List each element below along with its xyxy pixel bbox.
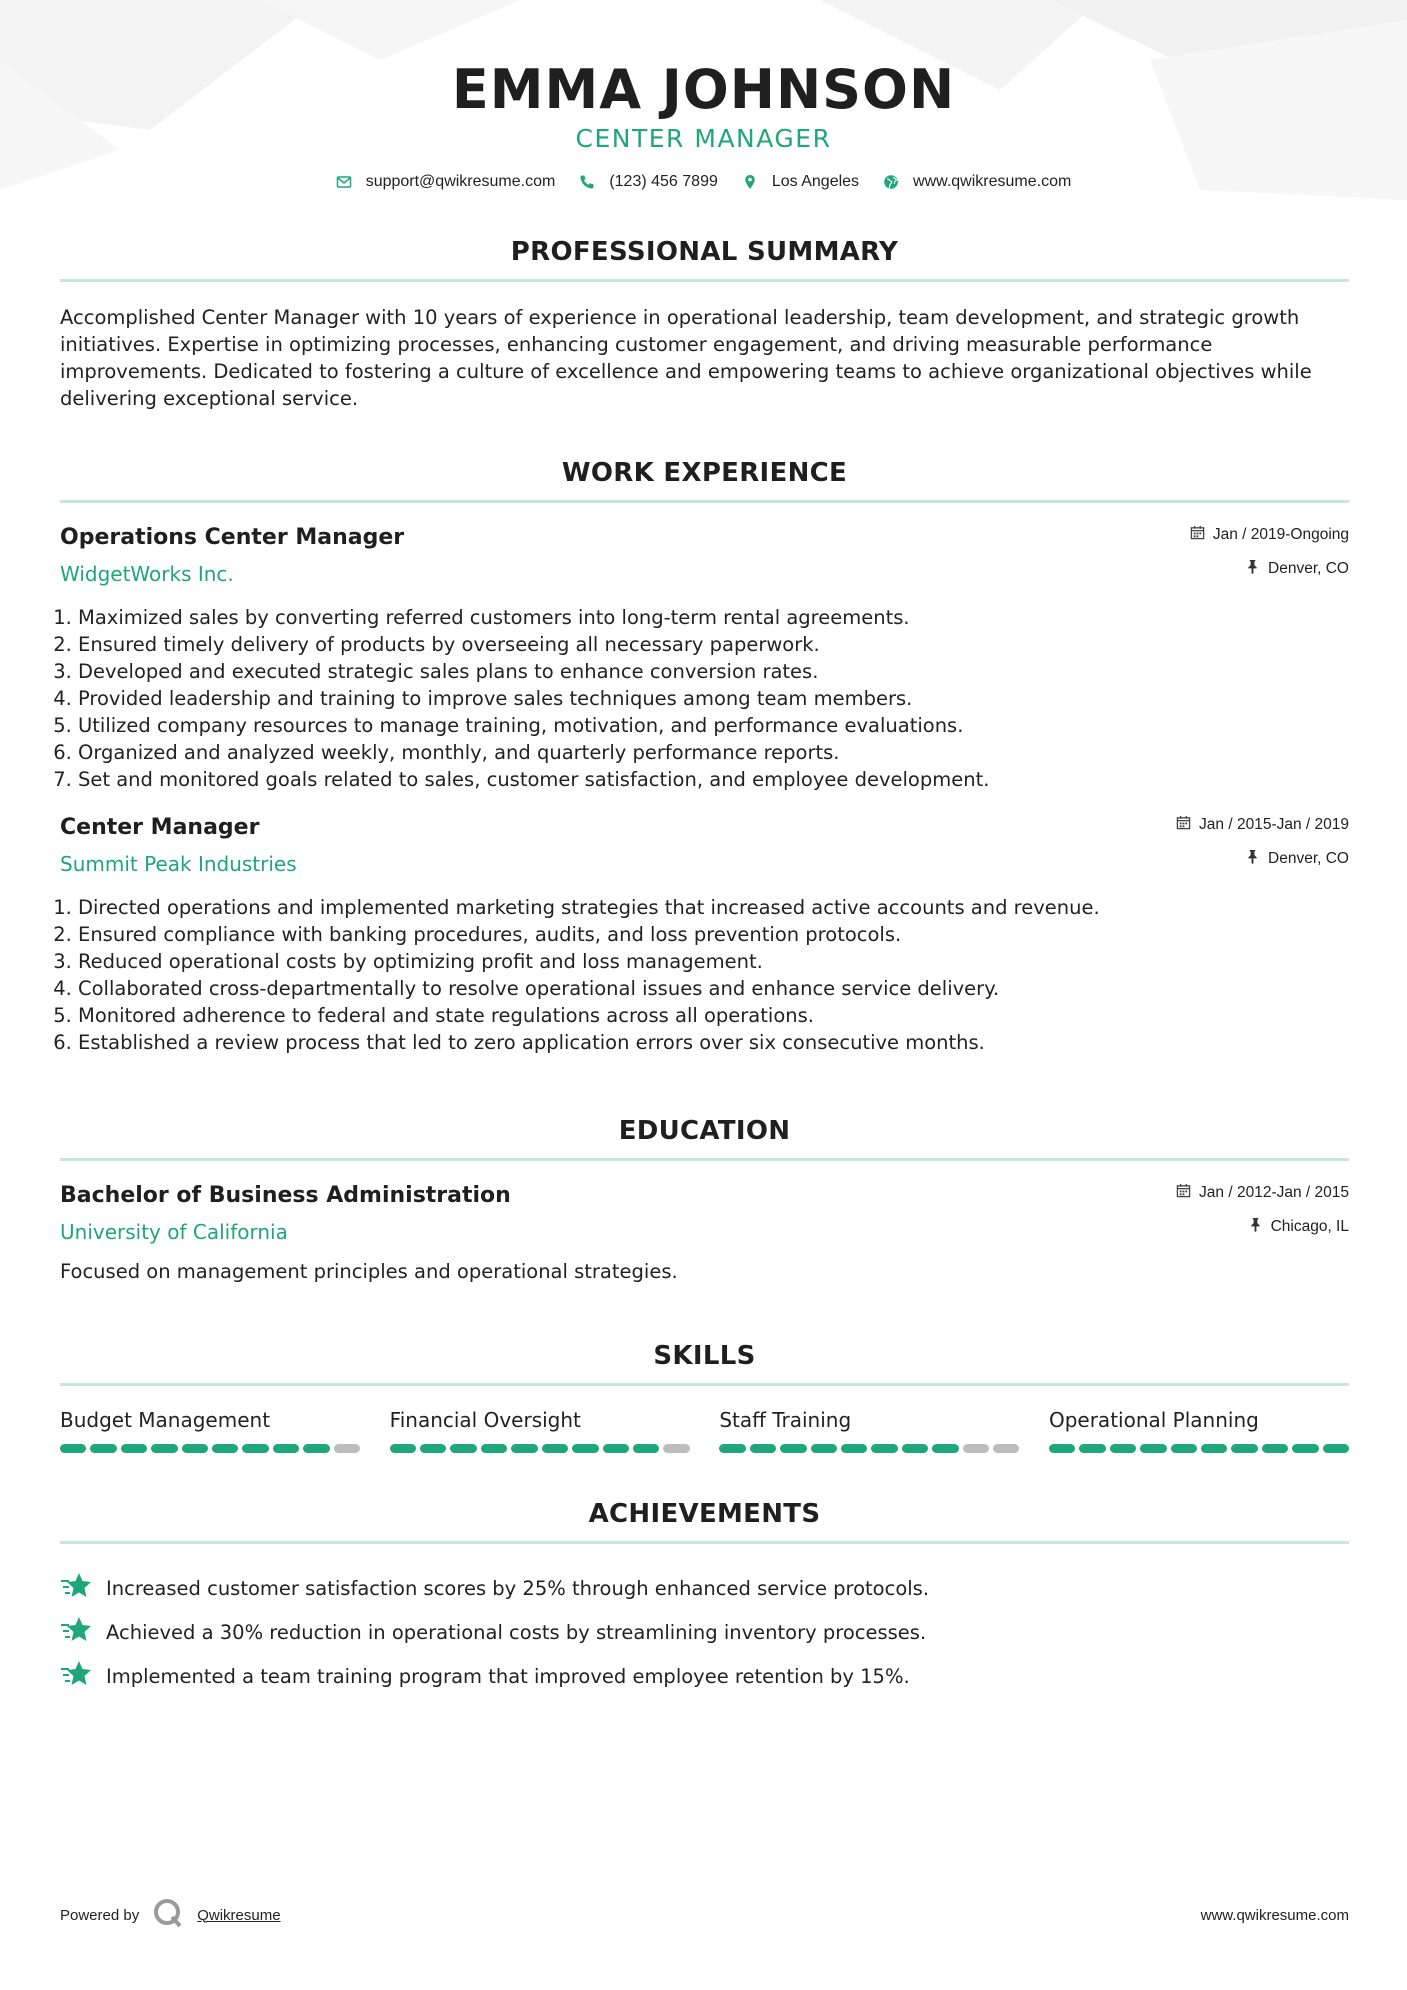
skill-segment-filled xyxy=(1110,1444,1136,1453)
skill-segment-empty xyxy=(663,1444,689,1453)
list-item: 6. Organized and analyzed weekly, monthly, and quarterly performance reports. xyxy=(78,739,1349,766)
list-item: 3. Reduced operational costs by optimizing profit and loss management. xyxy=(78,948,1349,975)
achievements-section xyxy=(60,1499,1349,1698)
job-dates: Jan / 2019-Ongoing xyxy=(1212,526,1349,543)
section-divider xyxy=(60,500,1349,503)
skill-name: Operational Planning xyxy=(1048,1408,1259,1432)
qwikresume-logo-icon xyxy=(153,1898,183,1932)
skill-item xyxy=(60,1408,360,1453)
contact-bar xyxy=(0,173,1407,191)
skill-item xyxy=(390,1408,690,1453)
pushpin-icon xyxy=(1248,1217,1263,1237)
section-divider xyxy=(60,1541,1349,1544)
skill-segment-filled xyxy=(1201,1444,1227,1453)
job-location: Denver, CO xyxy=(1268,850,1349,867)
powered-by-label: Powered by xyxy=(60,1906,140,1924)
pushpin-icon xyxy=(1245,849,1260,869)
skill-segment-filled xyxy=(151,1444,177,1453)
achievement-text: Increased customer satisfaction scores by 25% through enhanced service protocols. xyxy=(106,1576,930,1600)
contact-phone[interactable] xyxy=(579,173,718,191)
calendar-icon xyxy=(1190,525,1205,545)
skill-level-bar xyxy=(1049,1444,1349,1453)
education-description: Focused on management principles and operational strategies. xyxy=(60,1260,678,1283)
skill-level-bar xyxy=(60,1444,360,1453)
email-text: support@qwikresume.com xyxy=(365,173,556,190)
list-item: 1. Directed operations and implemented marketing strategies that increased active accounts and revenue. xyxy=(78,894,1349,921)
skills-heading: SKILLS xyxy=(653,1341,756,1371)
school-name: University of California xyxy=(60,1220,288,1244)
skill-segment-filled xyxy=(242,1444,268,1453)
section-divider xyxy=(60,1158,1349,1161)
star-achievement-icon xyxy=(60,1615,92,1650)
candidate-name: EMMA JOHNSON xyxy=(451,58,956,121)
skill-segment-filled xyxy=(511,1444,537,1453)
skill-segment-filled xyxy=(390,1444,416,1453)
list-item: 1. Maximized sales by converting referred customers into long-term rental agreements. xyxy=(78,604,1349,631)
experience-heading: WORK EXPERIENCE xyxy=(561,458,848,488)
skill-segment-filled xyxy=(1292,1444,1318,1453)
skill-segment-filled xyxy=(420,1444,446,1453)
skill-name: Financial Oversight xyxy=(389,1408,581,1432)
skill-segment-filled xyxy=(121,1444,147,1453)
skill-item xyxy=(1049,1408,1349,1453)
skill-segment-filled xyxy=(902,1444,928,1453)
location-text: Los Angeles xyxy=(771,173,860,190)
skill-segment-empty xyxy=(963,1444,989,1453)
section-divider xyxy=(60,279,1349,282)
skill-segment-filled xyxy=(719,1444,745,1453)
resume-header xyxy=(0,0,1407,191)
phone-text: (123) 456 7899 xyxy=(609,173,718,190)
list-item xyxy=(60,1610,1349,1654)
star-achievement-icon xyxy=(60,1659,92,1694)
skill-segment-empty xyxy=(993,1444,1019,1453)
education-entry xyxy=(60,1183,1349,1283)
skill-segment-filled xyxy=(450,1444,476,1453)
skill-segment-filled xyxy=(273,1444,299,1453)
skills-section xyxy=(60,1341,1349,1453)
list-item xyxy=(60,1566,1349,1610)
skills-list xyxy=(60,1408,1349,1453)
star-achievement-icon xyxy=(60,1571,92,1606)
summary-text: Accomplished Center Manager with 10 years of experience in operational leadership, team development, and strategic growth initiatives. Expertise in optimizing processes, enhancing customer engagement, and driving measurable performance improvements. Dedicated to fostering a culture of excellence and empowering teams to achieve organizational objectives while delivering exceptional service. xyxy=(60,306,1312,410)
achievements-list xyxy=(60,1566,1349,1698)
powered-by xyxy=(60,1898,281,1932)
list-item: 2. Ensured timely delivery of products by overseeing all necessary paperwork. xyxy=(78,631,1349,658)
skill-segment-filled xyxy=(780,1444,806,1453)
skill-segment-filled xyxy=(1262,1444,1288,1453)
list-item: 4. Collaborated cross-departmentally to resolve operational issues and enhance service delivery. xyxy=(78,975,1349,1002)
skill-segment-filled xyxy=(1171,1444,1197,1453)
job-company: WidgetWorks Inc. xyxy=(60,562,234,586)
list-item xyxy=(60,1654,1349,1698)
skill-segment-filled xyxy=(932,1444,958,1453)
job-dates: Jan / 2015-Jan / 2019 xyxy=(1199,816,1349,833)
envelope-icon xyxy=(336,174,352,190)
skill-segment-filled xyxy=(871,1444,897,1453)
contact-location xyxy=(742,173,859,191)
list-item: 7. Set and monitored goals related to sales, customer satisfaction, and employee development. xyxy=(78,766,1349,793)
job-bullets xyxy=(60,894,1349,1056)
map-pin-icon xyxy=(742,174,758,190)
skill-segment-empty xyxy=(334,1444,360,1453)
skill-segment-filled xyxy=(212,1444,238,1453)
globe-icon xyxy=(883,174,899,190)
skill-item xyxy=(719,1408,1019,1453)
footer-website[interactable]: www.qwikresume.com xyxy=(1200,1906,1349,1924)
skill-level-bar xyxy=(719,1444,1019,1453)
job-entry xyxy=(60,815,1349,1056)
skill-segment-filled xyxy=(60,1444,86,1453)
page-footer xyxy=(60,1898,1349,1932)
skill-segment-filled xyxy=(1323,1444,1349,1453)
skill-segment-filled xyxy=(481,1444,507,1453)
skill-segment-filled xyxy=(182,1444,208,1453)
skill-segment-filled xyxy=(1140,1444,1166,1453)
achievement-text: Achieved a 30% reduction in operational costs by streamlining inventory processes. xyxy=(106,1620,927,1644)
skill-level-bar xyxy=(390,1444,690,1453)
calendar-icon xyxy=(1176,815,1191,835)
skill-segment-filled xyxy=(572,1444,598,1453)
job-bullets xyxy=(60,604,1349,793)
education-dates: Jan / 2012-Jan / 2015 xyxy=(1199,1184,1349,1201)
experience-section xyxy=(60,458,1349,1056)
education-heading: EDUCATION xyxy=(618,1116,791,1146)
skill-segment-filled xyxy=(1049,1444,1075,1453)
skill-name: Budget Management xyxy=(60,1408,271,1432)
degree-title: Bachelor of Business Administration xyxy=(60,1183,511,1208)
candidate-title: CENTER MANAGER xyxy=(575,124,832,153)
skill-segment-filled xyxy=(1079,1444,1105,1453)
pushpin-icon xyxy=(1245,559,1260,579)
skill-segment-filled xyxy=(841,1444,867,1453)
job-title: Center Manager xyxy=(60,815,260,840)
summary-section xyxy=(60,237,1349,412)
summary-heading: PROFESSIONAL SUMMARY xyxy=(510,237,899,267)
job-entry xyxy=(60,525,1349,793)
skill-segment-filled xyxy=(542,1444,568,1453)
section-divider xyxy=(60,1383,1349,1386)
achievement-text: Implemented a team training program that improved employee retention by 15%. xyxy=(106,1664,910,1688)
contact-email[interactable] xyxy=(336,173,556,191)
phone-icon xyxy=(579,174,595,190)
job-title: Operations Center Manager xyxy=(60,525,405,550)
website-text: www.qwikresume.com xyxy=(913,173,1072,190)
list-item: 2. Ensured compliance with banking procedures, audits, and loss prevention protocols. xyxy=(78,921,1349,948)
skill-segment-filled xyxy=(1231,1444,1257,1453)
list-item: 4. Provided leadership and training to improve sales techniques among team members. xyxy=(78,685,1349,712)
skill-segment-filled xyxy=(633,1444,659,1453)
skill-segment-filled xyxy=(303,1444,329,1453)
job-location: Denver, CO xyxy=(1268,560,1349,577)
calendar-icon xyxy=(1176,1183,1191,1203)
education-section xyxy=(60,1116,1349,1283)
skill-segment-filled xyxy=(750,1444,776,1453)
list-item: 5. Utilized company resources to manage training, motivation, and performance evaluations. xyxy=(78,712,1349,739)
job-company: Summit Peak Industries xyxy=(60,852,297,876)
list-item: 6. Established a review process that led to zero application errors over six consecutive months. xyxy=(78,1029,1349,1056)
skill-segment-filled xyxy=(90,1444,116,1453)
list-item: 5. Monitored adherence to federal and state regulations across all operations. xyxy=(78,1002,1349,1029)
skill-name: Staff Training xyxy=(719,1408,852,1432)
education-location: Chicago, IL xyxy=(1270,1218,1349,1235)
achievements-heading: ACHIEVEMENTS xyxy=(588,1499,821,1529)
brand-link[interactable]: Qwikresume xyxy=(197,1906,281,1924)
contact-website[interactable] xyxy=(883,173,1071,191)
skill-segment-filled xyxy=(603,1444,629,1453)
skill-segment-filled xyxy=(811,1444,837,1453)
list-item: 3. Developed and executed strategic sales plans to enhance conversion rates. xyxy=(78,658,1349,685)
